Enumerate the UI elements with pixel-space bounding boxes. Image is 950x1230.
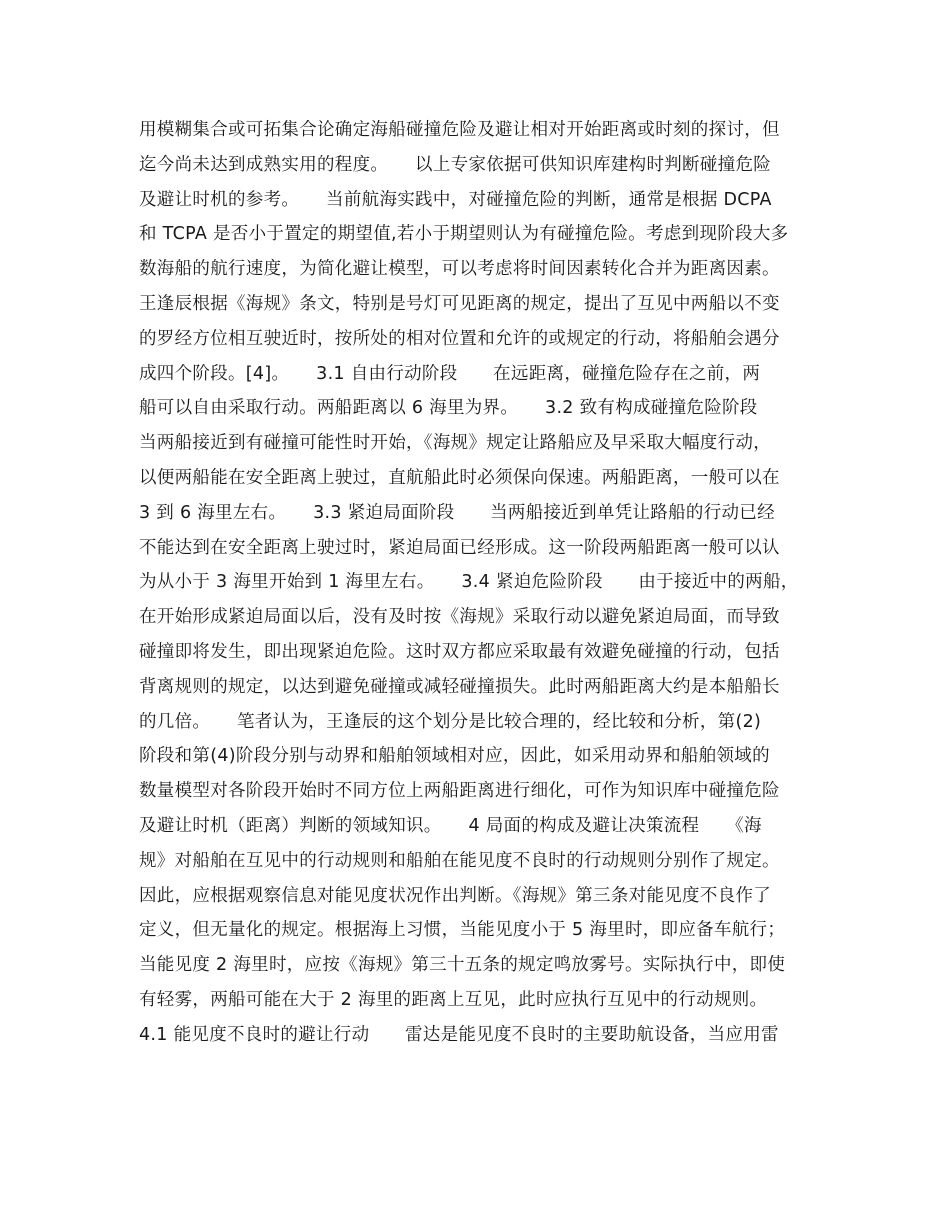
text-line: 在开始形成紧迫局面以后，没有及时按《海规》采取行动以避免紧迫局面，而导致	[139, 607, 780, 628]
text-line: 因此，应根据观察信息对能见度状况作出判断。《海规》第三条对能见度不良作了	[139, 885, 772, 906]
text-line: 定义，但无量化的规定。根据海上习惯，当能见度小于 5 海里时，即应备车航行；	[139, 920, 786, 941]
text-line: 数量模型对各阶段开始时不同方位上两船距离进行细化，可作为知识库中碰撞危险	[139, 781, 780, 802]
body-text	[139, 113, 829, 1053]
text-line: 王逢辰根据《海规》条文，特别是号灯可见距离的规定，提出了互见中两船以不变	[139, 293, 780, 314]
text-line: 及避让时机（距离）判断的领域知识。 4 局面的构成及避让决策流程 《海	[139, 815, 762, 836]
text-line: 4.1 能见度不良时的避让行动 雷达是能见度不良时的主要助航设备，当应用雷	[139, 1024, 779, 1045]
text-line: 不能达到在安全距离上驶过时，紧迫局面已经形成。这一阶段两船距离一般可以认	[139, 537, 780, 558]
text-line: 迄今尚未达到成熟实用的程度。 以上专家依据可供知识库建构时判断碰撞危险	[139, 154, 772, 175]
text-line: 当能见度 2 海里时，应按《海规》第三十五条的规定鸣放雾号。实际执行中，即使	[139, 955, 786, 976]
text-line: 阶段和第(4)阶段分别与动界和船舶领域相对应，因此，如采用动界和船舶领域的	[139, 746, 770, 767]
text-line: 和 TCPA 是否小于置定的期望值,若小于期望则认为有碰撞危险。考虑到现阶段大多	[139, 224, 789, 245]
text-line: 规》对船舶在互见中的行动规则和船舶在能见度不良时的行动规则分别作了规定。	[139, 850, 780, 871]
text-line: 用模糊集合或可拓集合论确定海船碰撞危险及避让相对开始距离或时刻的探讨，但	[139, 120, 780, 140]
text-line: 当两船接近到有碰撞可能性时开始，《海规》规定让路船应及早采取大幅度行动，	[139, 433, 772, 454]
text-line: 的罗经方位相互驶近时，按所处的相对位置和允许的或规定的行动，将船舶会遇分	[139, 328, 780, 349]
text-line: 的几倍。 笔者认为，王逢辰的这个划分是比较合理的，经比较和分析，第(2)	[139, 711, 762, 732]
text-line: 数海船的航行速度，为简化避让模型，可以考虑将时间因素转化合并为距离因素。	[139, 259, 780, 280]
text-line: 碰撞即将发生，即出现紧迫危险。这时双方都应采取最有效避免碰撞的行动，包括	[139, 641, 780, 662]
text-line: 为从小于 3 海里开始到 1 海里左右。 3.4 紧迫危险阶段 由于接近中的两船，	[139, 572, 799, 593]
text-line: 有轻雾，两船可能在大于 2 海里的距离上互见，此时应执行互见中的行动规则。	[139, 989, 768, 1010]
text-line: 成四个阶段。[4]。 3.1 自由行动阶段 在远距离，碰撞危险存在之前，两	[139, 363, 761, 384]
text-line: 以便两船能在安全距离上驶过，直航船此时必须保向保速。两船距离，一般可以在	[139, 467, 780, 488]
text-line: 背离规则的规定，以达到避免碰撞或减轻碰撞损失。此时两船距离大约是本船船长	[139, 676, 780, 697]
text-line: 3 到 6 海里左右。 3.3 紧迫局面阶段 当两船接近到单凭让路船的行动已经	[139, 502, 775, 523]
text-line: 及避让时机的参考。 当前航海实践中，对碰撞危险的判断，通常是根据 DCPA	[139, 189, 772, 210]
text-line: 船可以自由采取行动。两船距离以 6 海里为界。 3.2 致有构成碰撞危险阶段	[139, 398, 758, 419]
